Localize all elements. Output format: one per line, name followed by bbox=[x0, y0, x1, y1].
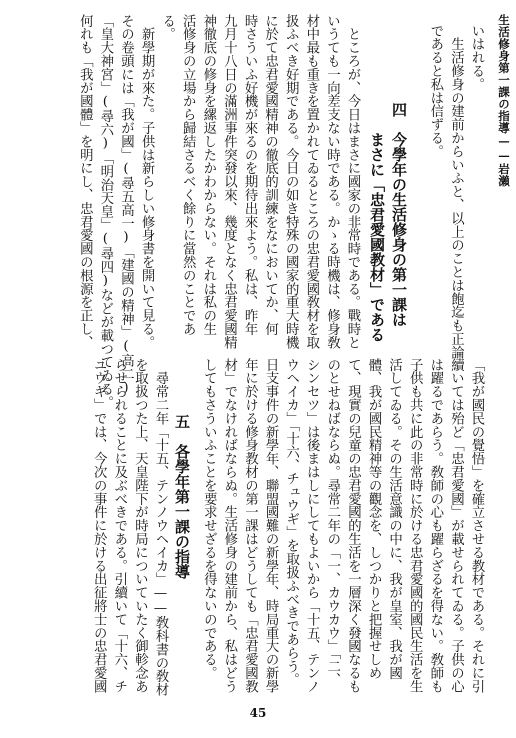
section-5-heading: 五 各學年第一課の指導 bbox=[173, 414, 191, 579]
lower-text-block-1: 「我が國民の覺悟」を確立させる教材である。それに引 續いては殆ど「忠君愛國」が載せられてゐる。子供の心 は躍るであらう。敎師の心も躍らざるを得ない。敎師も 子供も共に此の非常時に於ける忠君愛國的國民生活を生 活してゐる。その生活意識の中に、我が皇室、我が國 體、我が國民精神等の觀念を、しつかりと把握せしめ て、現實の兒童の忠君愛國的生活を一層深く發國なるも のとせねばならぬ。尋常二年の「一、カウカウ」「二、 シンセツ」は後まはしにしてもよいから「十五、テンノ ウヘイカ」「十六、チュウギ」を取扱ふべきであらう。 日支事件の新學年、聯盟國難の新學年、時局重大の新學 年に於ける修身教材の第一課はどうしても「忠君愛國教 材」でなければならぬ。生活修身の建前から、私はどう してもさういふことを要求せざるを得ないのである。 bbox=[201, 358, 484, 693]
upper-text-block-2: ところが、今日はまさに國家の非常時である。戰時と いうても一向差支ない時である。かゝる時機は、修身敎 材中最も重きを置かれてゐるところの忠君愛國敎材を取 扱ふべき好期である。今日の如き特殊の國家的重大時機 に於て忠君愛國精神の徹底的訓練をなにおいてか、何 時さういふ好機が來るのを期待出來よう。私は、昨年 九月十八日の滿洲事件突發以來、幾度となく忠君愛國精 神徹底の修身を縲返したかわからない。それは私の生 活修身の立場から歸結さるべく餘りに當然のことであ る。 新學期が來た。子供は新らしい修身書を開いて見る。 その卷頭には「我が國」(尋五高一)「建國の精神」(高二) 「皇大神宮」(尋六)「明治天皇」(尋四)などが載つてゐる。 何れも「我が國體」を明にし、忠君愛國の根源を正し、 bbox=[77, 14, 360, 409]
page-number: 45 bbox=[249, 706, 267, 720]
lower-text-block-2: 尋常二年「十五、テンノウヘイカ」——敎科書の敎材 を取扱つた上、天皇陛下が時局についていたく御軫念あ らせられることに及ぶべきである。引續いて「十六、チ ユウギ」では、今次の事件に於ける出征將士の忠君愛國 bbox=[91, 358, 168, 697]
running-header: 生活修身第一課の指導——岩瀨 bbox=[497, 14, 511, 187]
section-4-heading: 四 今學年の生活修身の第一課は まさに「忠君愛國教材」である bbox=[368, 102, 408, 342]
upper-text-block-1: いはれる。 生活修身の建前からいふと、以上のことは飽迄も正論 であると私は信ずる。 bbox=[427, 24, 484, 359]
